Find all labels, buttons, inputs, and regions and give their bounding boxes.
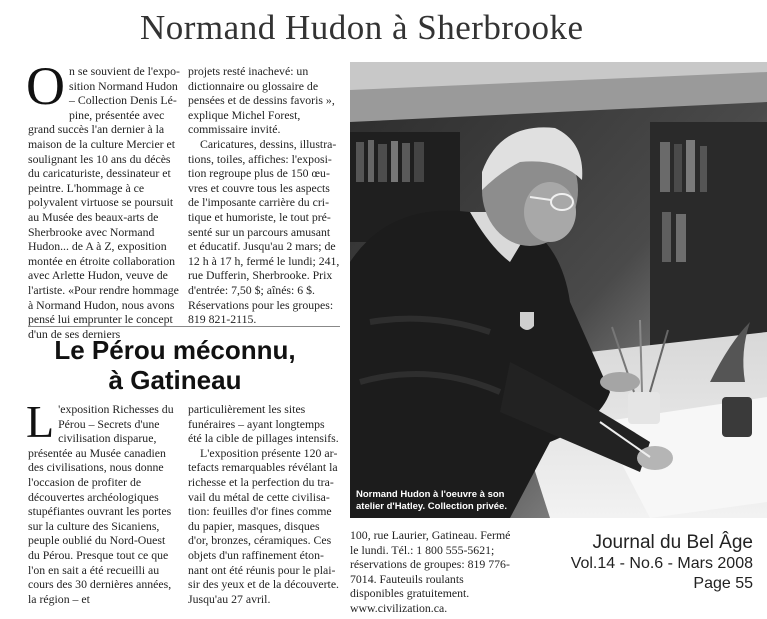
- photo-caption-line-1: Normand Hudon à l'oeuvre à son: [356, 489, 505, 500]
- article2-title-line-2: à Gatineau: [108, 365, 242, 395]
- article2-column-1: [26, 396, 180, 606]
- article-divider: [28, 326, 340, 327]
- article2-paragraph-1: 'exposition Richesses du Pérou – Secrets d'une civilisation disparue, présentée au Musée canadien des civilisations, nous donne l'occasion de profiter de découvertes archéologiques stupéfiantes ouvrant les portes sur la culture des Sicaniens, peuple oublié du Nord-Ouest du Pérou. Presque tout ce que l'on en sait a été recueilli au cours des 30 dernières années, la région – et: [28, 402, 174, 606]
- article-title: Normand Hudon à Sherbrooke: [140, 8, 584, 47]
- article2-title: [0, 335, 350, 395]
- photo-caption: [356, 489, 507, 513]
- article1-column-2: [188, 64, 340, 327]
- article1-column-1: [26, 56, 180, 341]
- article2-paragraph-4: 100, rue Laurier, Gatineau. Fermé le lundi. Tél.: 1 800 555-5621; réservations de groupes: 819 776-7014. Fauteuils roulants disponibles gratuitement. www.civilization.ca.: [350, 528, 511, 615]
- article2-title-line-1: Le Pérou méconnu,: [54, 335, 296, 365]
- dropcap-letter: O: [26, 56, 65, 116]
- photo-caption-line-2: atelier d'Hatley. Collection privée.: [356, 501, 507, 512]
- journal-issue: Vol.14 - No.6 - Mars 2008: [570, 555, 753, 572]
- photo-illustration: [350, 62, 767, 518]
- article2-column-3: [350, 528, 515, 616]
- journal-name: Journal du Bel Âge: [592, 532, 753, 553]
- page-number: Page 55: [693, 575, 753, 592]
- article1-paragraph-3: Caricatures, dessins, illustrations, toiles, affiches: l'exposition regroupe plus de 150 œuvres et couvre tous les aspects de l'imposante carrière du critique et humoriste, le tout présenté sur un parcours amusant et éducatif. Jusqu'au 2 mars; de 12 h à 17 h, fermé le lundi; 241, rue Dufferin, Sherbrooke. Prix d'entrée: 7,50 $; aînés: 6 $. Réservations pour les groupes: 819 821-2115.: [188, 136, 340, 327]
- dropcap-letter: L: [26, 396, 55, 447]
- artist-photo: [350, 62, 767, 518]
- article1-paragraph-2: projets resté inachevé: un dictionnaire ou glossaire de pensées et de dessins favoris », explique Michel Forest, commissaire invité.: [188, 64, 335, 137]
- article2-paragraph-2: particulièrement les sites funéraires – ayant longtemps été la cible de pillages intensifs.: [188, 402, 339, 446]
- article2-column-2: [188, 402, 340, 606]
- article1-paragraph-1: n se souvient de l'exposition Normand Hudon – Collection Denis Lépine, présentée avec grand succès l'an dernier à la maison de la culture Mercier et soulignant les 10 ans du décès du caricaturiste, dessinateur et peintre. L'hommage à ce polyvalent virtuose se poursuit au Musée des beaux-arts de Sherbrooke avec Normand Hudon... de A à Z, exposition montée en étroite collaboration avec Arlette Hudon, veuve de l'artiste. «Pour rendre hommage à Normand Hudon, nous avons pensé lui emprunter le concept d'un de ses derniers: [28, 64, 180, 341]
- article2-paragraph-3: L'exposition présente 120 artefacts remarquables révélant la richesse et la perfection du travail du métal de cette civilisation: feuilles d'or fines comme du papier, masques, disques d'or, bronzes, céramiques. Ces objets d'un raffinement étonnant ont été réunis pour le plaisir des yeux et de la découverte. Jusqu'au 27 avril.: [188, 445, 340, 606]
- journal-info: [571, 532, 753, 594]
